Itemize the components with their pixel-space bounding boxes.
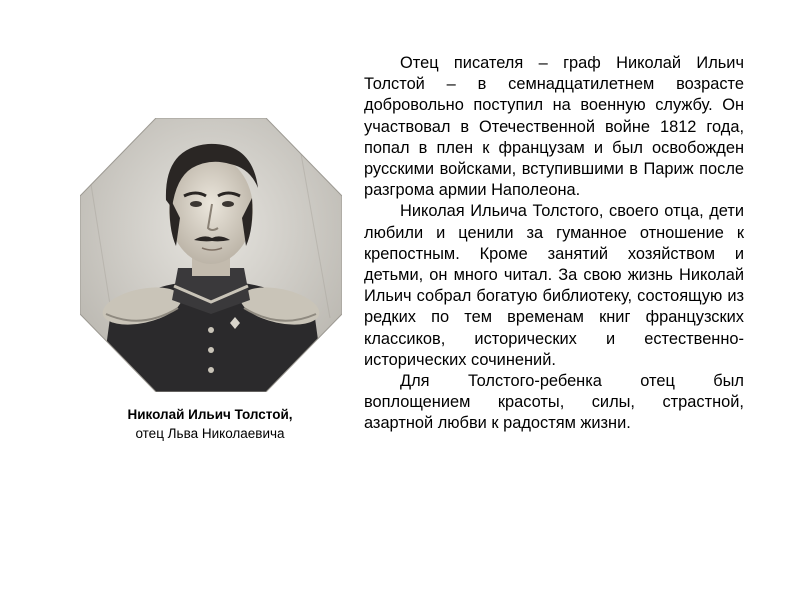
paragraph-3: Для Толстого-ребенка отец был воплощением красоты, силы, страстной, азартной любви к радостям жизни. — [364, 372, 744, 433]
paragraph-1: Отец писателя – граф Николай Ильич Толстой – в семнадцатилетнем возрасте добровольно поступил на военную службу. Он участвовал в Отечественной войне 1812 года, попал в плен к французам и был освобожден русскими войсками, вступившими в Париж после разгрома армии Наполеона. — [364, 54, 744, 200]
paragraph-2: Николая Ильича Толстого, своего отца, дети любили и ценили за гуманное отношение к крепостным. Кроме занятий хозяйством и детьми, он много читал. За свою жизнь Николай Ильич собрал богатую библиотеку, состоящую из редких по тем временам книг французских классиков, исторических и естественно-исторических сочинений. — [364, 202, 744, 369]
portrait-image — [80, 118, 342, 392]
caption-subtitle: отец Льва Николаевича — [135, 426, 285, 441]
biography-text — [364, 53, 744, 435]
portrait-caption — [60, 405, 360, 443]
portrait-illustration — [80, 118, 342, 392]
caption-name: Николай Ильич Толстой, — [127, 407, 293, 422]
